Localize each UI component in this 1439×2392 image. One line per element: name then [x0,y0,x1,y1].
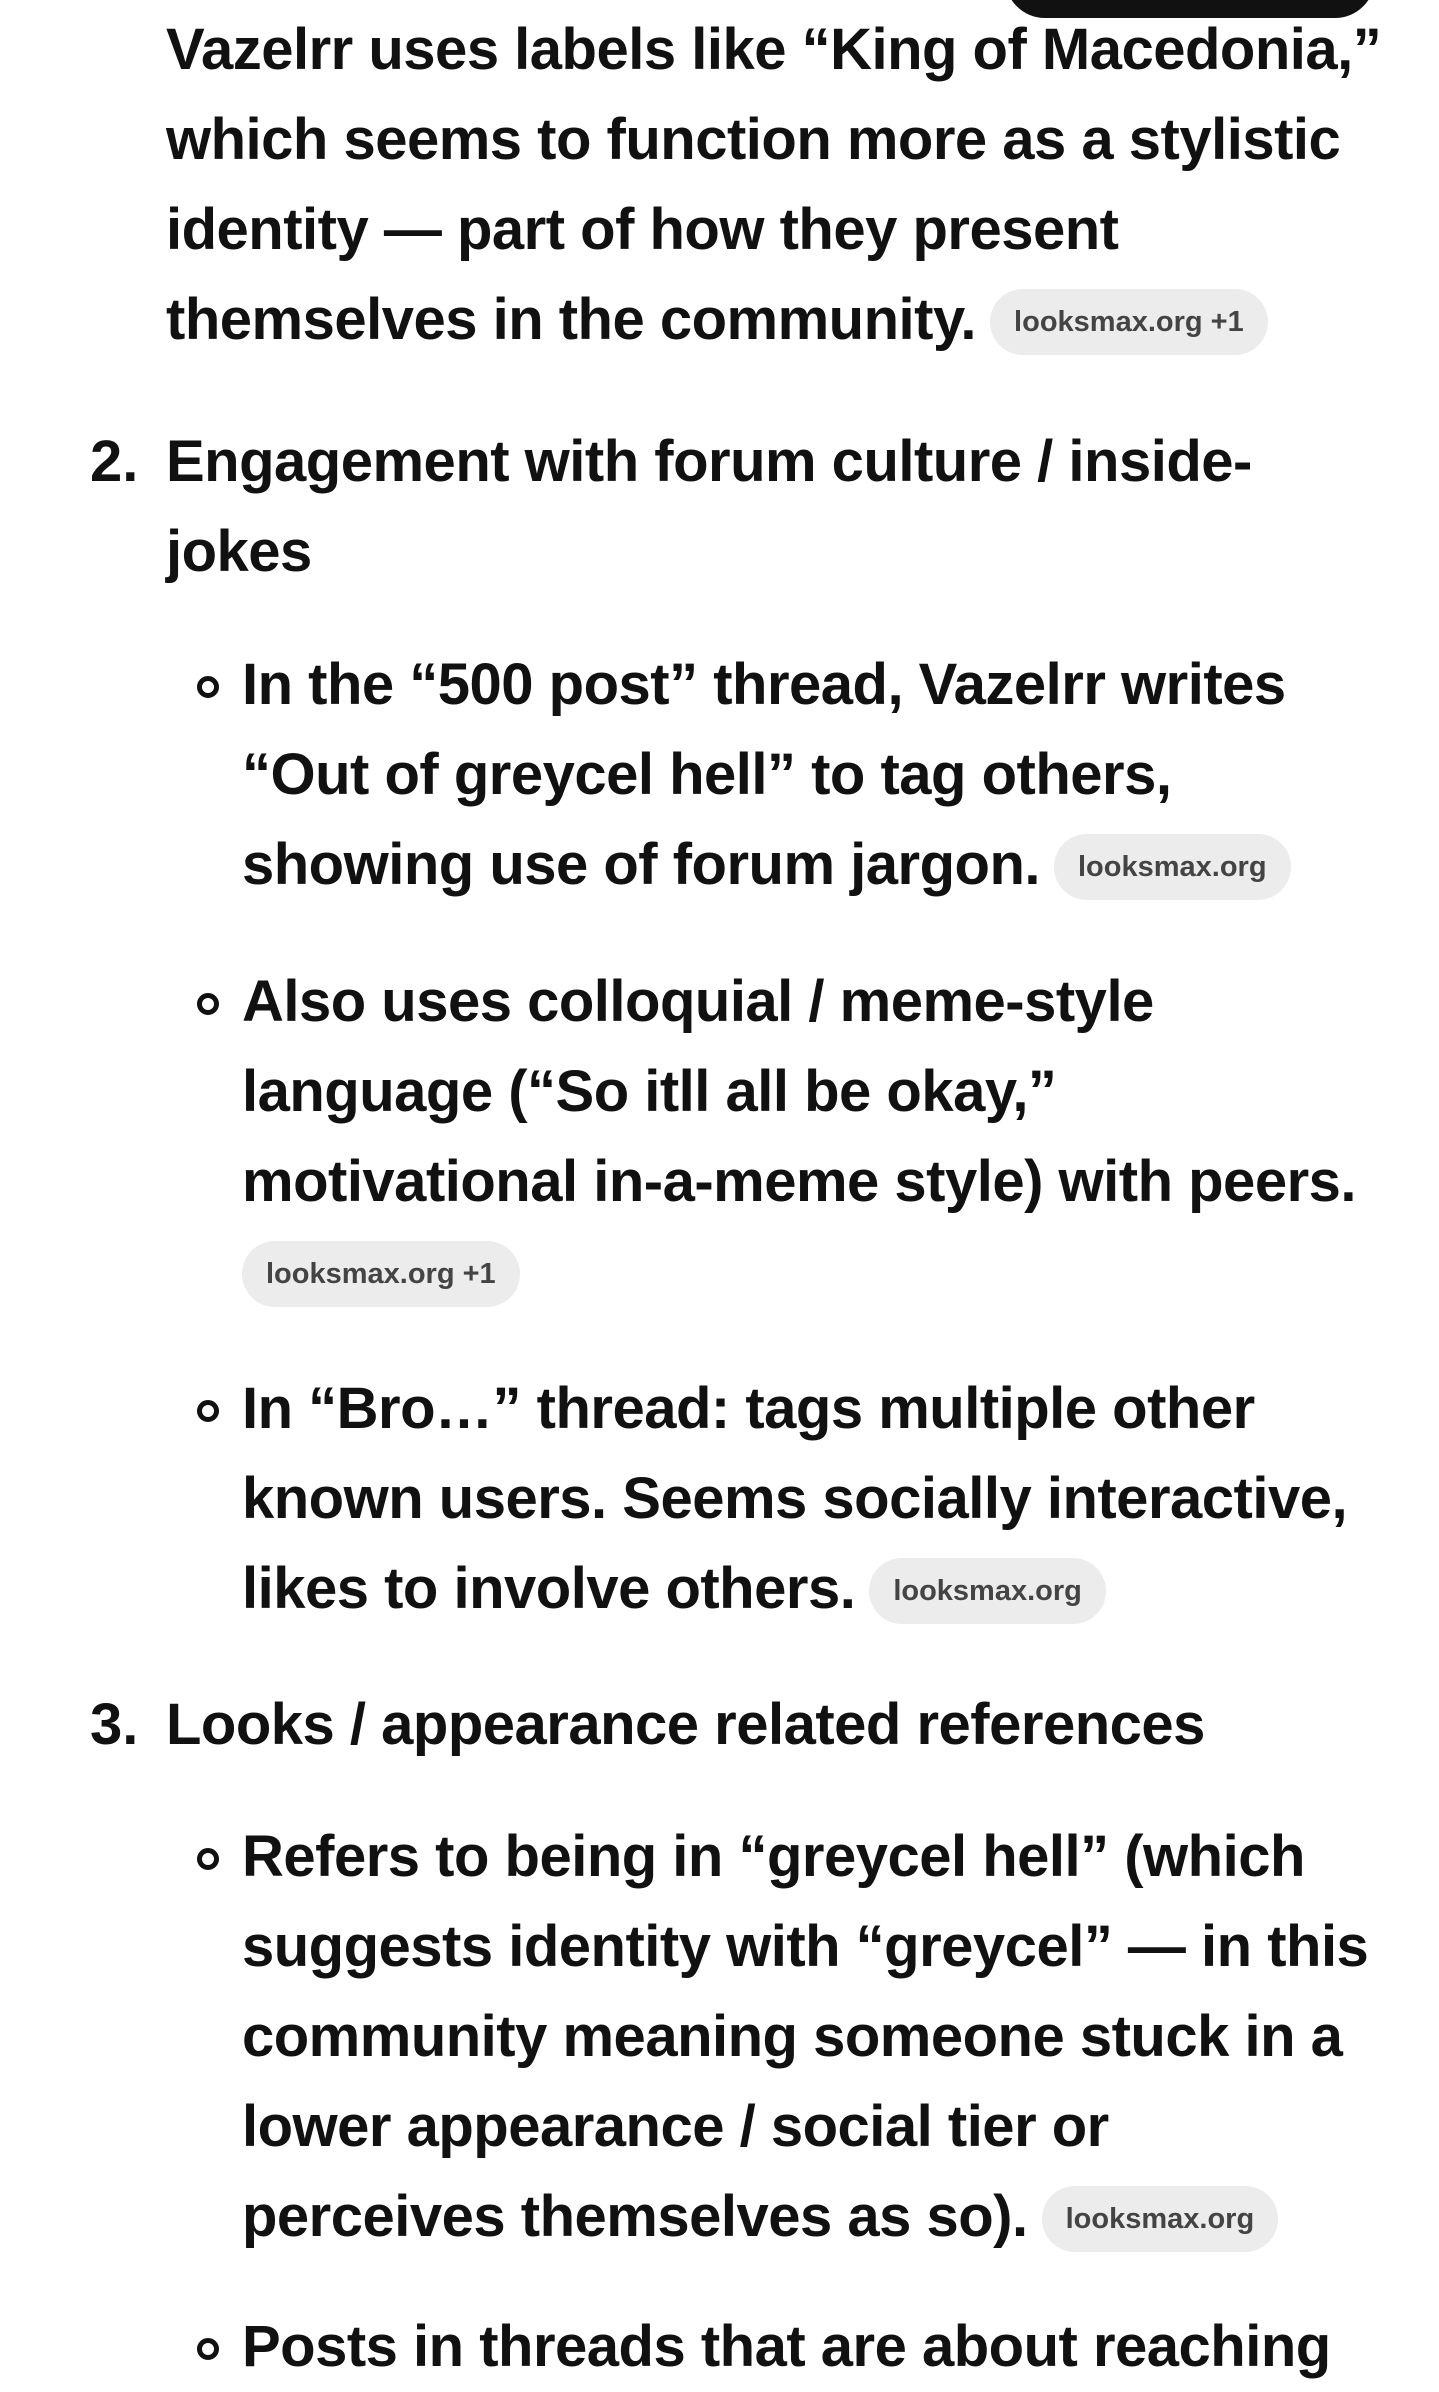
bullet-text [242,1364,1382,1634]
bullet-body: Refers to being in “greycel hell” (which suggests identity with “greycel” — in this community meaning someone stuck in a lower appearance / social tier or perceives themselves as so). [242,1824,1369,2249]
intro-text: Vazelrr uses labels like “King of Macedonia,” which seems to function more as a stylistic identity — part of how they present themselves in the community. [166,17,1382,352]
bullet-icon [197,993,219,1015]
intro-paragraph [166,5,1396,365]
list-number: 2. [90,429,139,494]
citation-chip[interactable]: looksmax.org [869,1558,1106,1624]
section-title: Looks / appearance related references [166,1692,1205,1757]
bullet-body: Posts in threads that are about reaching [242,2314,1331,2379]
citation-chip[interactable]: looksmax.org [1042,2186,1279,2252]
bullet-text [242,1812,1382,2262]
bullet-icon [197,676,219,698]
bullet-text [242,640,1382,910]
bullet-body: In the “500 post” thread, Vazelrr writes “Out of greycel hell” to tag others, showing use of forum jargon. [242,652,1286,897]
bullet-icon [197,1848,219,1870]
bullet-body: In “Bro…” thread: tags multiple other known users. Seems socially interactive, likes to involve others. [242,1376,1348,1621]
bullet-text [242,957,1382,1317]
bullet-body: Also uses colloquial / meme-style language (“So itll all be okay,” motivational in-a-meme style) with peers. [242,969,1357,1214]
bullet-icon [197,1400,219,1422]
citation-chip[interactable]: looksmax.org +1 [990,289,1268,355]
citation-chip[interactable]: looksmax.org +1 [242,1241,520,1307]
citation-chip[interactable]: looksmax.org [1054,834,1291,900]
list-number: 3. [90,1692,139,1757]
bullet-text [242,2302,1382,2392]
section-title: Engagement with forum culture / inside-jokes [166,429,1252,584]
bullet-icon [197,2338,219,2360]
